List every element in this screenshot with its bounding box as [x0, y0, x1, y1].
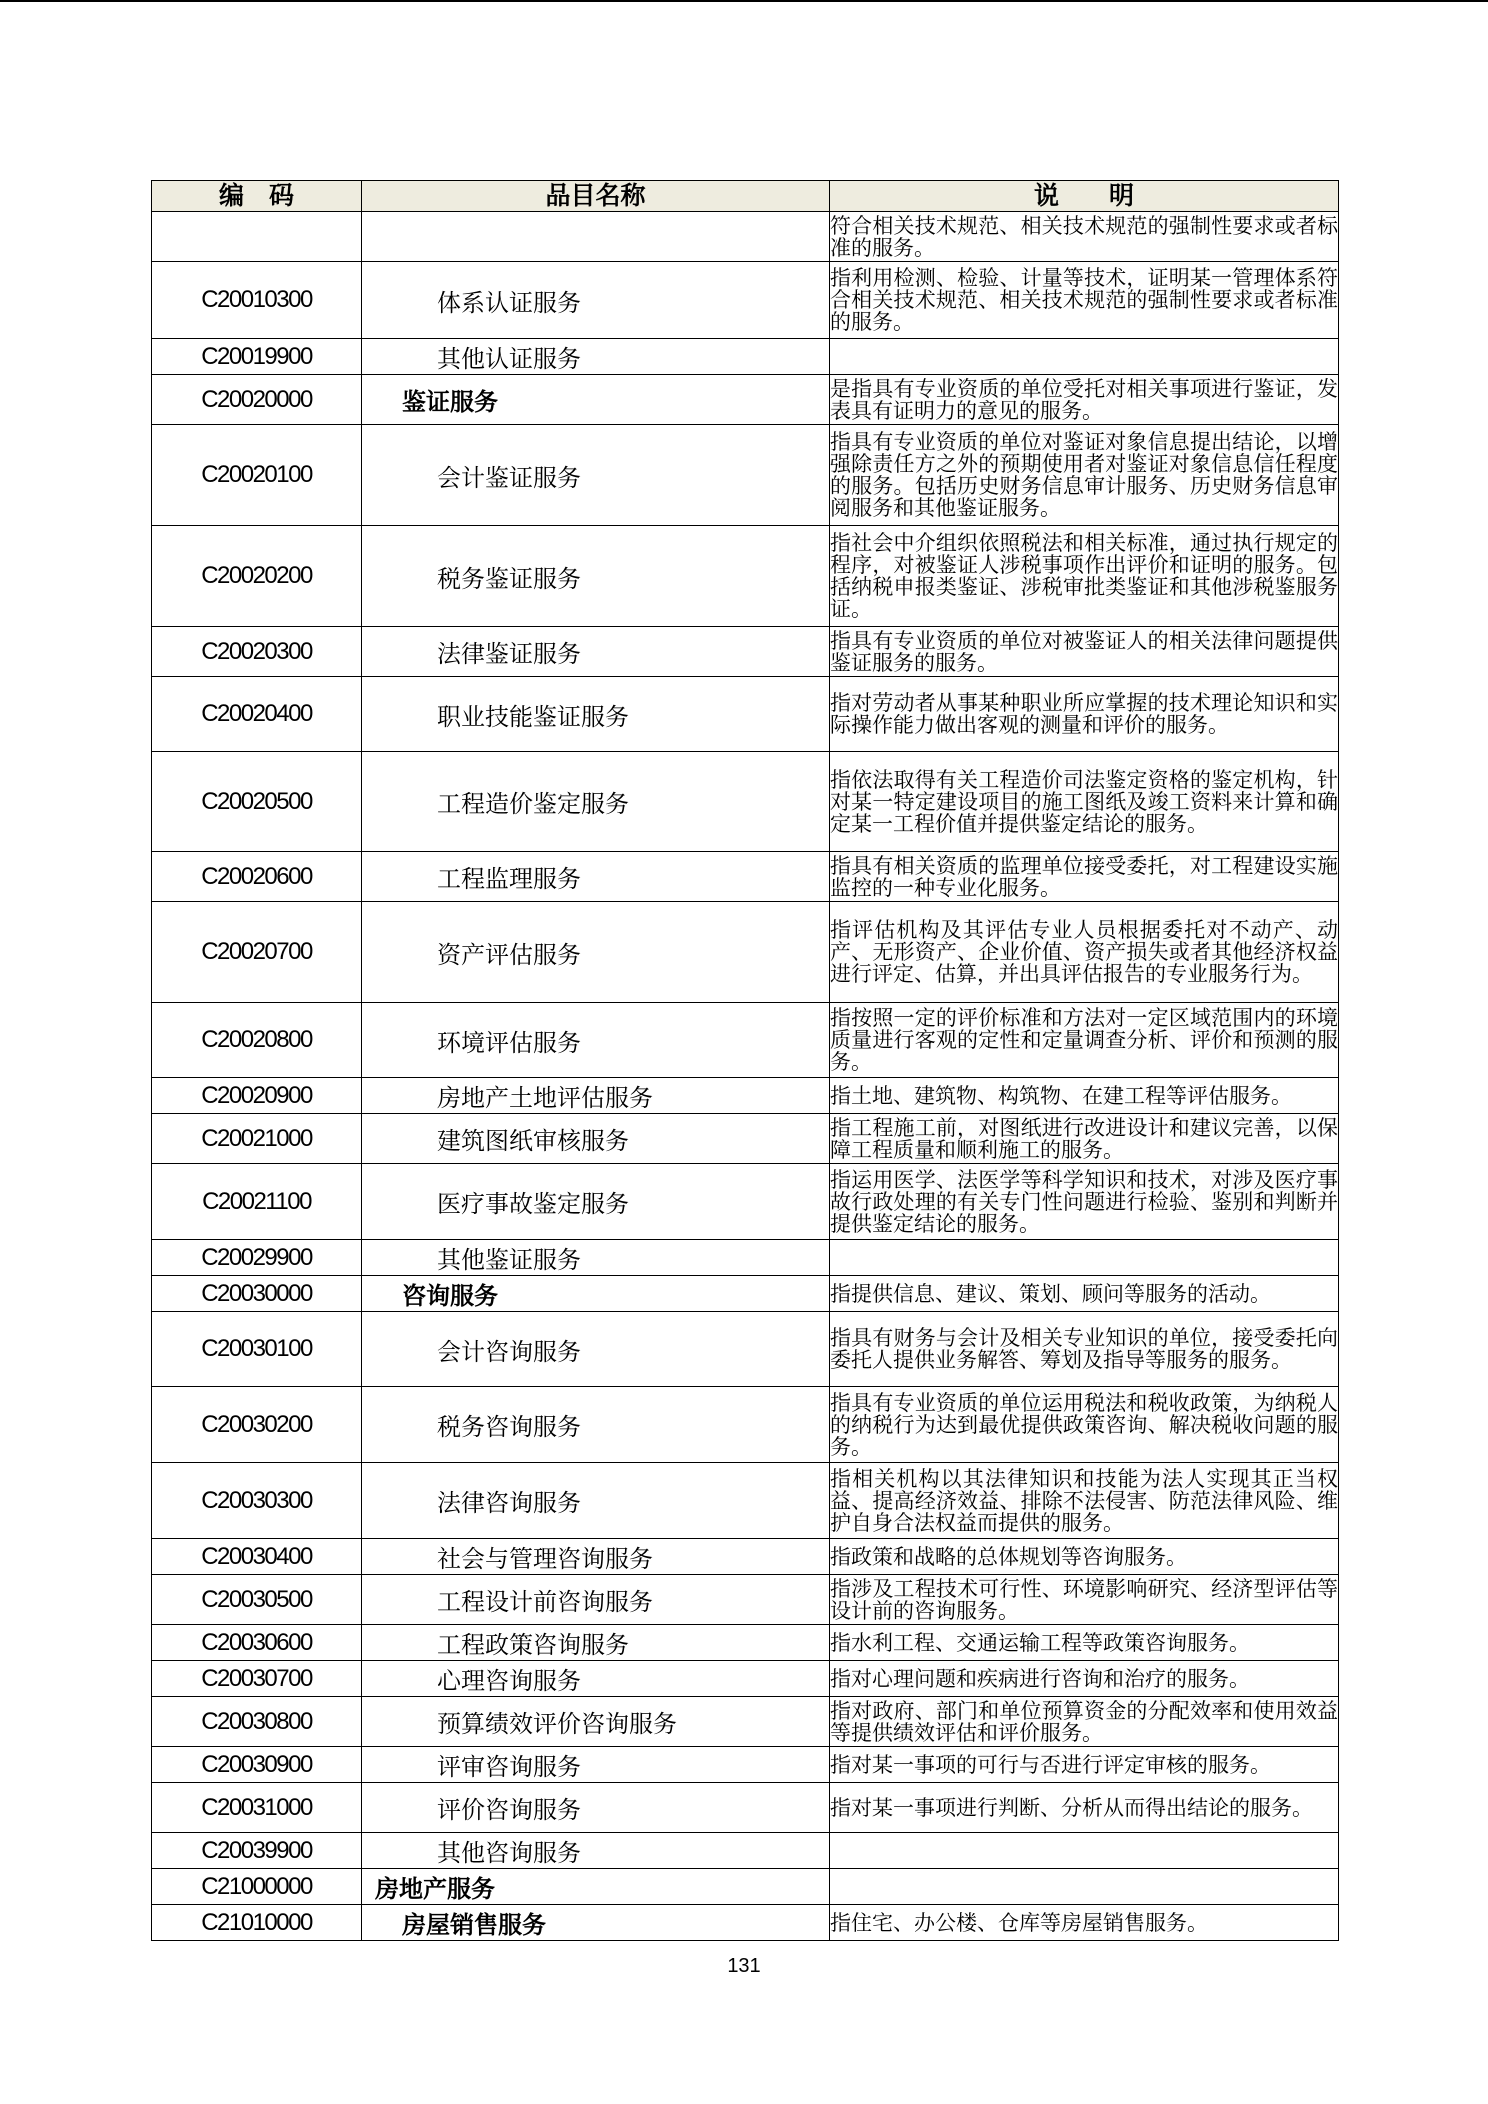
table-row — [152, 752, 1339, 852]
item-code: C20010300 — [152, 262, 362, 339]
table-row — [152, 1697, 1339, 1747]
table-row — [152, 1625, 1339, 1661]
item-description — [830, 339, 1339, 375]
item-name: 工程监理服务 — [362, 852, 830, 902]
item-name: 体系认证服务 — [362, 262, 830, 339]
item-code: C20020400 — [152, 677, 362, 752]
table-row — [152, 1312, 1339, 1387]
item-code: C20021000 — [152, 1114, 362, 1164]
item-code: C20030000 — [152, 1276, 362, 1312]
table-row — [152, 1240, 1339, 1276]
item-description: 是指具有专业资质的单位受托对相关事项进行鉴证，发表具有证明力的意见的服务。 — [830, 376, 1338, 423]
top-border-line — [0, 0, 1488, 2]
header-name: 品目名称 — [362, 181, 830, 212]
item-code: C20039900 — [152, 1833, 362, 1869]
item-code: C20031000 — [152, 1783, 362, 1833]
item-name: 建筑图纸审核服务 — [362, 1114, 830, 1164]
item-description: 指对心理问题和疾病进行咨询和治疗的服务。 — [830, 1661, 1339, 1697]
table-row — [152, 1869, 1339, 1905]
item-description: 指具有财务与会计及相关专业知识的单位，接受委托向委托人提供业务解答、筹划及指导等服务的服务。 — [830, 1312, 1339, 1387]
item-name: 房地产土地评估服务 — [362, 1078, 830, 1114]
item-description: 指政策和战略的总体规划等咨询服务。 — [830, 1539, 1339, 1575]
item-code: C20030400 — [152, 1539, 362, 1575]
item-code: C21000000 — [152, 1869, 362, 1905]
item-description: 指依法取得有关工程造价司法鉴定资格的鉴定机构，针对某一特定建设项目的施工图纸及竣工资料来计算和确定某一工程价值并提供鉴定结论的服务。 — [830, 752, 1339, 852]
item-name: 其他认证服务 — [362, 339, 830, 375]
item-code: C20030200 — [152, 1387, 362, 1463]
table-row — [152, 1833, 1339, 1869]
item-name: 会计鉴证服务 — [362, 425, 830, 526]
item-name: 税务鉴证服务 — [362, 526, 830, 627]
table-row — [152, 1539, 1339, 1575]
header-code: 编 码 — [152, 181, 362, 212]
item-description: 指具有专业资质的单位对鉴证对象信息提出结论，以增强除责任方之外的预期使用者对鉴证对象信息信任程度的服务。包括历史财务信息审计服务、历史财务信息审阅服务和其他鉴证服务。 — [830, 425, 1339, 526]
item-name: 工程设计前咨询服务 — [362, 1575, 830, 1625]
item-description: 指对劳动者从事某种职业所应掌握的技术理论知识和实际操作能力做出客观的测量和评价的服务。 — [830, 677, 1339, 752]
table-row — [152, 526, 1339, 627]
item-name: 预算绩效评价咨询服务 — [362, 1697, 830, 1747]
table-row — [152, 339, 1339, 375]
item-name: 税务咨询服务 — [362, 1387, 830, 1463]
table-row — [152, 1078, 1339, 1114]
item-description: 指具有专业资质的单位运用税法和税收政策，为纳税人的纳税行为达到最优提供政策咨询、解决税收问题的服务。 — [830, 1387, 1339, 1463]
item-description: 指运用医学、法医学等科学知识和技术，对涉及医疗事故行政处理的有关专门性问题进行检验、鉴别和判断并提供鉴定结论的服务。 — [830, 1164, 1339, 1240]
item-description: 指社会中介组织依照税法和相关标准，通过执行规定的程序，对被鉴证人涉税事项作出评价和证明的服务。包括纳税申报类鉴证、涉税审批类鉴证和其他涉税鉴服务证。 — [830, 526, 1339, 627]
item-description: 指水利工程、交通运输工程等政策咨询服务。 — [830, 1625, 1339, 1661]
item-name: 环境评估服务 — [362, 1003, 830, 1078]
item-name: 评价咨询服务 — [362, 1783, 830, 1833]
table-row — [152, 212, 1339, 262]
item-code: C20030900 — [152, 1747, 362, 1783]
item-description: 符合相关技术规范、相关技术规范的强制性要求或者标准的服务。 — [830, 213, 1338, 260]
item-code: C20020600 — [152, 852, 362, 902]
item-name: 房地产服务 — [362, 1869, 830, 1905]
item-description — [830, 1869, 1339, 1905]
item-name: 工程造价鉴定服务 — [362, 752, 830, 852]
item-name: 会计咨询服务 — [362, 1312, 830, 1387]
item-name: 心理咨询服务 — [362, 1661, 830, 1697]
item-code: C20020900 — [152, 1078, 362, 1114]
item-code: C20020500 — [152, 752, 362, 852]
table-row — [152, 902, 1339, 1003]
item-description: 指对某一事项进行判断、分析从而得出结论的服务。 — [830, 1783, 1339, 1833]
item-code: C21010000 — [152, 1905, 362, 1941]
item-description: 指相关机构以其法律知识和技能为法人实现其正当权益、提高经济效益、排除不法侵害、防范法律风险、维护自身合法权益而提供的服务。 — [830, 1463, 1339, 1539]
item-description: 指土地、建筑物、构筑物、在建工程等评估服务。 — [830, 1078, 1339, 1114]
item-code: C20020000 — [152, 375, 362, 425]
item-description: 指评估机构及其评估专业人员根据委托对不动产、动产、无形资产、企业价值、资产损失或者其他经济权益进行评定、估算，并出具评估报告的专业服务行为。 — [830, 902, 1339, 1003]
item-description: 指提供信息、建议、策划、顾问等服务的活动。 — [830, 1276, 1339, 1312]
item-name: 医疗事故鉴定服务 — [362, 1164, 830, 1240]
table-row — [152, 1003, 1339, 1078]
table-row — [152, 1463, 1339, 1539]
page-number: 131 — [727, 1955, 761, 1977]
item-code: C20020300 — [152, 627, 362, 677]
header-desc: 说 明 — [830, 181, 1339, 212]
item-name: 咨询服务 — [362, 1276, 830, 1312]
item-name: 评审咨询服务 — [362, 1747, 830, 1783]
item-name: 鉴证服务 — [362, 375, 830, 425]
item-description: 指住宅、办公楼、仓库等房屋销售服务。 — [830, 1905, 1339, 1941]
item-code: C20030500 — [152, 1575, 362, 1625]
table-row — [152, 1905, 1339, 1941]
item-name: 房屋销售服务 — [362, 1905, 830, 1941]
item-name: 职业技能鉴证服务 — [362, 677, 830, 752]
item-description: 指对某一事项的可行与否进行评定审核的服务。 — [830, 1747, 1339, 1783]
table-row — [152, 677, 1339, 752]
table-row — [152, 1164, 1339, 1240]
item-code: C20020200 — [152, 526, 362, 627]
table-row — [152, 1747, 1339, 1783]
table-row — [152, 1783, 1339, 1833]
table-row — [152, 1276, 1339, 1312]
item-description: 指具有专业资质的单位对被鉴证人的相关法律问题提供鉴证服务的服务。 — [830, 628, 1338, 675]
table-row — [152, 1661, 1339, 1697]
catalog-table — [151, 180, 1339, 1941]
item-name — [362, 212, 830, 262]
item-description: 指涉及工程技术可行性、环境影响研究、经济型评估等设计前的咨询服务。 — [830, 1576, 1338, 1623]
item-description: 指按照一定的评价标准和方法对一定区域范围内的环境质量进行客观的定性和定量调查分析、评价和预测的服务。 — [830, 1003, 1339, 1078]
item-code: C20020700 — [152, 902, 362, 1003]
item-description: 指利用检测、检验、计量等技术，证明某一管理体系符合相关技术规范、相关技术规范的强制性要求或者标准的服务。 — [830, 262, 1339, 339]
table-row — [152, 1387, 1339, 1463]
item-name: 社会与管理咨询服务 — [362, 1539, 830, 1575]
item-code — [152, 212, 362, 262]
table-row — [152, 627, 1339, 677]
item-code: C20030100 — [152, 1312, 362, 1387]
table-row — [152, 375, 1339, 425]
item-name: 其他鉴证服务 — [362, 1240, 830, 1276]
item-code: C20029900 — [152, 1240, 362, 1276]
item-description: 指对政府、部门和单位预算资金的分配效率和使用效益等提供绩效评估和评价服务。 — [830, 1698, 1338, 1745]
item-code: C20030600 — [152, 1625, 362, 1661]
item-code: C20030300 — [152, 1463, 362, 1539]
table-header-row — [152, 181, 1339, 212]
table-row — [152, 852, 1339, 902]
item-code: C20020100 — [152, 425, 362, 526]
item-code: C20019900 — [152, 339, 362, 375]
item-description — [830, 1240, 1339, 1276]
item-description: 指具有相关资质的监理单位接受委托，对工程建设实施监控的一种专业化服务。 — [830, 853, 1338, 900]
item-code: C20030700 — [152, 1661, 362, 1697]
table-body — [152, 212, 1339, 1941]
item-code: C20020800 — [152, 1003, 362, 1078]
item-name: 工程政策咨询服务 — [362, 1625, 830, 1661]
item-name: 其他咨询服务 — [362, 1833, 830, 1869]
item-code: C20021100 — [152, 1164, 362, 1240]
item-name: 资产评估服务 — [362, 902, 830, 1003]
table-row — [152, 262, 1339, 339]
item-description — [830, 1833, 1339, 1869]
item-name: 法律鉴证服务 — [362, 627, 830, 677]
table-row — [152, 1114, 1339, 1164]
item-code: C20030800 — [152, 1697, 362, 1747]
table-row — [152, 1575, 1339, 1625]
item-description: 指工程施工前，对图纸进行改进设计和建议完善，以保障工程质量和顺利施工的服务。 — [830, 1115, 1338, 1162]
item-name: 法律咨询服务 — [362, 1463, 830, 1539]
table-row — [152, 425, 1339, 526]
